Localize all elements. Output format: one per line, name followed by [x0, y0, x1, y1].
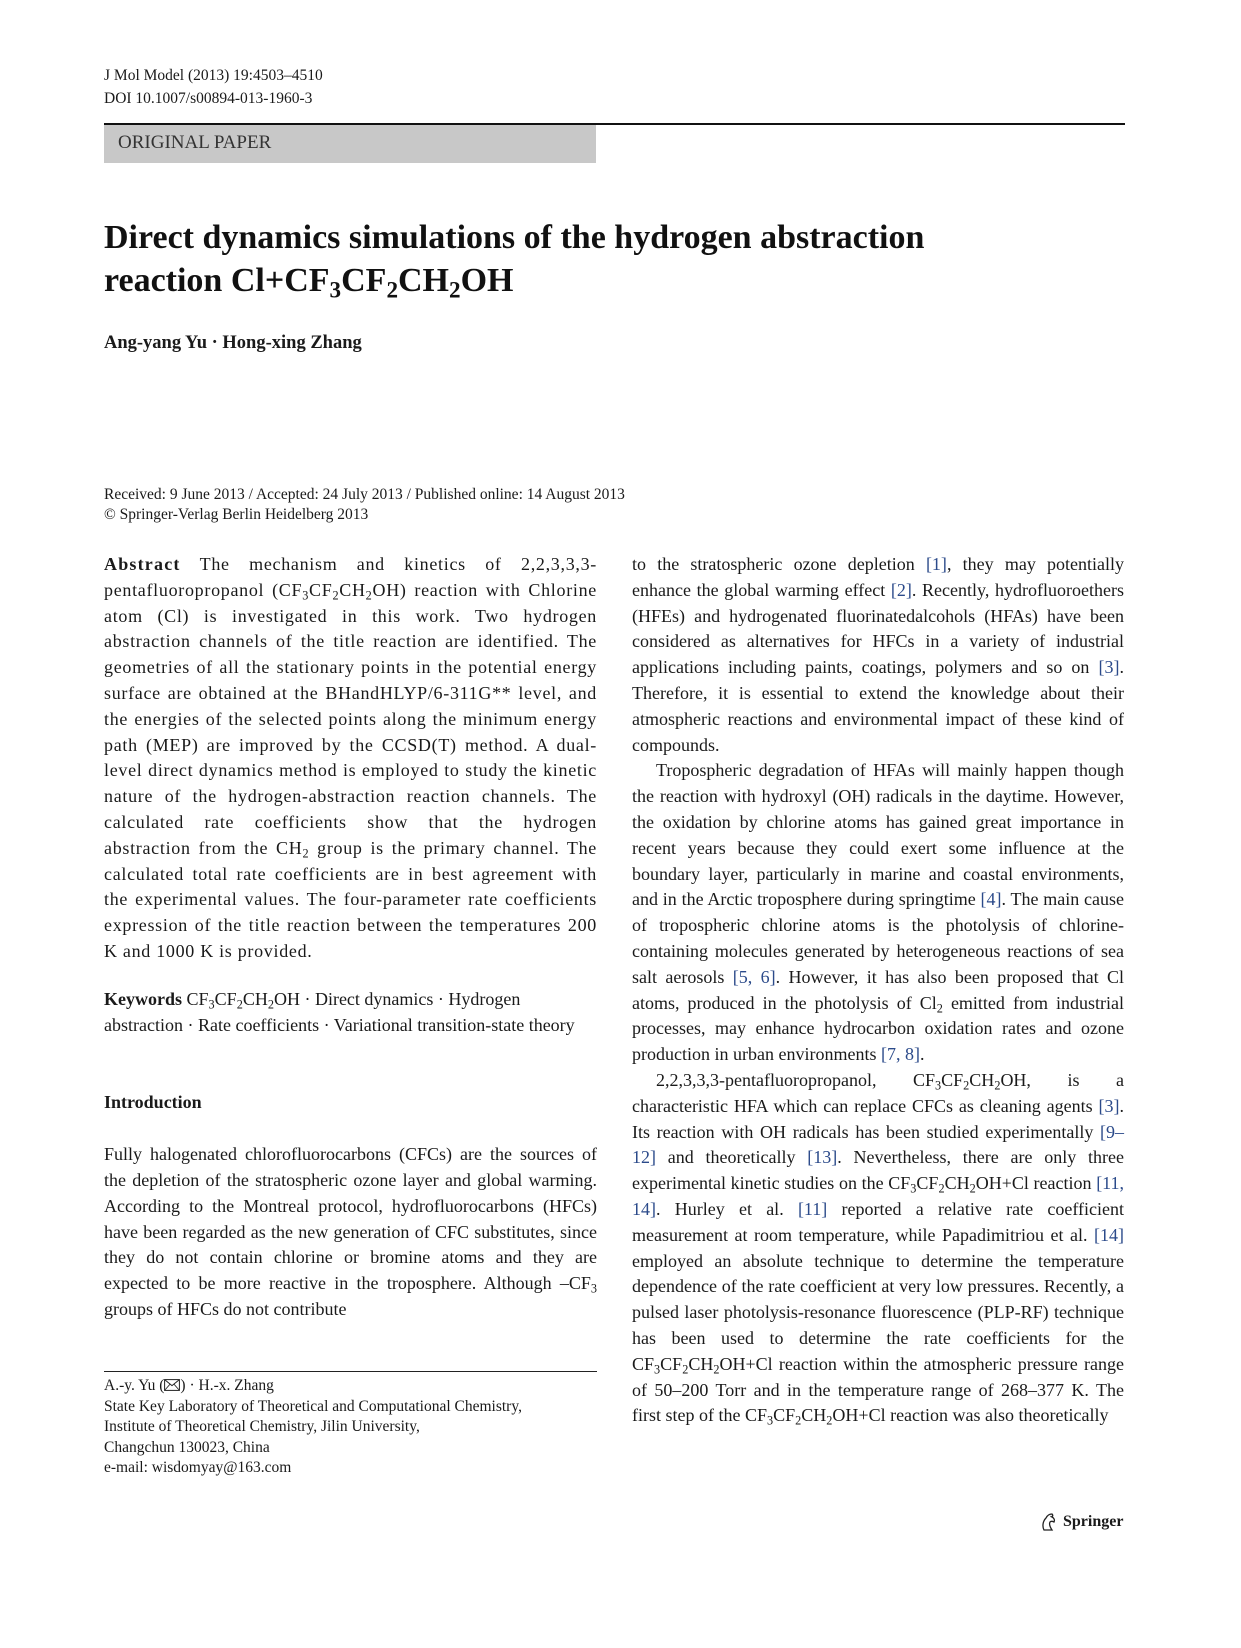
citation-link[interactable]: [13]: [807, 1147, 838, 1168]
title-line-2: reaction $Cl+CF_3CF_2CH_2OH$: [104, 262, 514, 304]
springer-horse-icon: [1040, 1512, 1058, 1532]
citation-link[interactable]: [14]: [1094, 1224, 1124, 1245]
author-name: Ang-yang Yu: [104, 333, 207, 353]
citation-link[interactable]: [1]: [925, 554, 947, 574]
doi-line: DOI 10.1007/s00894-013-1960-3: [104, 90, 313, 107]
body-paragraph: to the stratospheric ozone depletion [1], they may potentially enhance the global warming effect [2]. Recently, hydrofluoroethers (HFEs) and hydrogenated fluorinatedalcohols (HFAs) have been considered as alternatives for HFCs in a variety of industrial applications including paints, coatings, polymers and so on [3]. Therefore, it is essential to extend the knowledge about their atmospheric reactions and environmental impact of these kind of compounds.: [632, 554, 1125, 755]
citation-link[interactable]: [11]: [797, 1198, 828, 1219]
citation-link[interactable]: [5, 6]: [732, 966, 776, 987]
abstract: Abstract The mechanism and kinetics of 2,2,3,3,3-pentafluoropropanol $(CF_3CF_2CH_2OH)$ reaction with Chlorine atom (Cl) is investigated in this work. Two hydrogen abstraction channels of the title reaction are identified. The geometries of all the stationary points in the potential energy surface are obtained at the BHandHLYP/6-311G** level, and the energies of the selected points along the minimum energy path (MEP) are improved by the CCSD(T) method. A dual-level direct dynamics method is employed to study the kinetic nature of the hydrogen-abstraction reaction channels. The calculated rate coefficients show that the hydrogen abstraction from the $CH_2$ group is the primary channel. The calculated total rate coefficients are in best agreement with the experimental values. The four-parameter rate coefficients expression of the title reaction between the temperatures 200 K and 1000 K is provided.: [104, 554, 597, 961]
journal-line: J Mol Model (2013) 19:4503–4510: [104, 67, 323, 84]
author-list: [104, 333, 362, 354]
envelope-icon: [164, 1379, 180, 1391]
history-line: Received: 9 June 2013 / Accepted: 24 July 2013 / Published online: 14 August 2013: [104, 486, 625, 503]
affiliation-line: Changchun 130023, China: [104, 1438, 270, 1456]
journal-citation: [104, 64, 323, 110]
citation-link[interactable]: [3]: [1098, 657, 1120, 678]
abstract-label: Abstract: [104, 554, 181, 574]
publisher-name: Springer: [1063, 1513, 1124, 1530]
citation-link[interactable]: [2]: [890, 579, 912, 600]
copyright-line: © Springer-Verlag Berlin Heidelberg 2013: [104, 506, 369, 523]
section-label-bar: [104, 125, 596, 163]
footnote-authors: A.-y. Yu ( ) · H.-x. Zhang: [104, 1377, 274, 1394]
citation-link[interactable]: [11, 14]: [632, 1173, 1125, 1219]
citation-link[interactable]: [4]: [980, 889, 1002, 910]
section-heading-introduction: Introduction: [104, 1092, 202, 1113]
citation-link[interactable]: [3]: [1098, 1095, 1120, 1116]
citation-link[interactable]: [9–12]: [632, 1121, 1124, 1168]
keywords-label: Keywords: [104, 988, 182, 1009]
right-column: [632, 552, 1124, 1429]
keywords: Keywords $CF_3CF_2CH_2OH$ · Direct dynamics · Hydrogen abstraction · Rate coefficients · Variational transition-state theory: [104, 988, 575, 1035]
email-link[interactable]: e-mail: wisdomyay@163.com: [104, 1459, 292, 1476]
publisher-logo: [1040, 1512, 1123, 1532]
section-label: ORIGINAL PAPER: [118, 132, 272, 153]
author-footnote: [104, 1376, 522, 1479]
affiliation-line: State Key Laboratory of Theoretical and Computational Chemistry,: [104, 1397, 522, 1415]
author-separator: ·: [207, 333, 223, 353]
footnote-rule: [104, 1371, 597, 1372]
body-paragraph: 2,2,3,3,3-pentafluoropropanol, $CF_3CF_2CH_2OH$, is a characteristic HFA which can replace CFCs as cleaning agents [3]. Its reaction with OH radicals has been studied experimentally [9–12] and theoretically [13]. Nevertheless, there are only three experimental kinetic studies on the $CF_3CF_2CH_2OH+Cl$ reaction [11, 14]. Hurley et al. [11] reported a relative rate coefficient measurement at room temperature, while Papadimitriou et al. [14] employed an absolute technique to determine the temperature dependence of the rate coefficient at very low pressures. Recently, a pulsed laser photolysis-resonance fluorescence (PLP-RF) technique has been used to determine the rate coefficients for the $CF_3CF_2CH_2OH+Cl$ reaction within the atmospheric pressure range of 50–200 Torr and in the temperature range of 268–377 K. The first step of the $CF_3CF_2CH_2OH+Cl$ reaction was also theoretically: [632, 1069, 1125, 1428]
paper-title: [104, 216, 1104, 302]
affiliation-line: Institute of Theoretical Chemistry, Jilin University,: [104, 1418, 420, 1435]
author-name: Hong-xing Zhang: [222, 333, 362, 353]
left-column: [104, 552, 597, 1323]
publication-dates: [104, 485, 625, 525]
intro-paragraph: Fully halogenated chlorofluorocarbons (CFCs) are the sources of the depletion of the stratospheric ozone layer and global warming. According to the Montreal protocol, hydrofluorocarbons (HFCs) have been regarded as the new generation of CFC substitutes, since they do not contain chlorine or bromine atoms and they are expected to be more reactive in the troposphere. Although $-CF_3$ groups of HFCs do not contribute: [104, 1144, 597, 1319]
citation-link[interactable]: [7, 8]: [880, 1044, 920, 1065]
title-line-1: Direct dynamics simulations of the hydrogen abstraction: [104, 219, 925, 256]
body-paragraph: Tropospheric degradation of HFAs will mainly happen though the reaction with hydroxyl (OH) radicals in the daytime. However, the oxidation by chlorine atoms has gained great importance in recent years because they could exert some influence at the boundary layer, particularly in marine and coastal environments, and in the Arctic troposphere during springtime [4]. The main cause of tropospheric chlorine atoms is the photolysis of chlorine-containing molecules generated by heterogeneous reactions of sea salt aerosols [5, 6]. However, it has also been proposed that Cl atoms, produced in the photolysis of $Cl_2$ emitted from industrial processes, may enhance hydrocarbon oxidation rates and ozone production in urban environments [7, 8].: [632, 760, 1125, 1065]
